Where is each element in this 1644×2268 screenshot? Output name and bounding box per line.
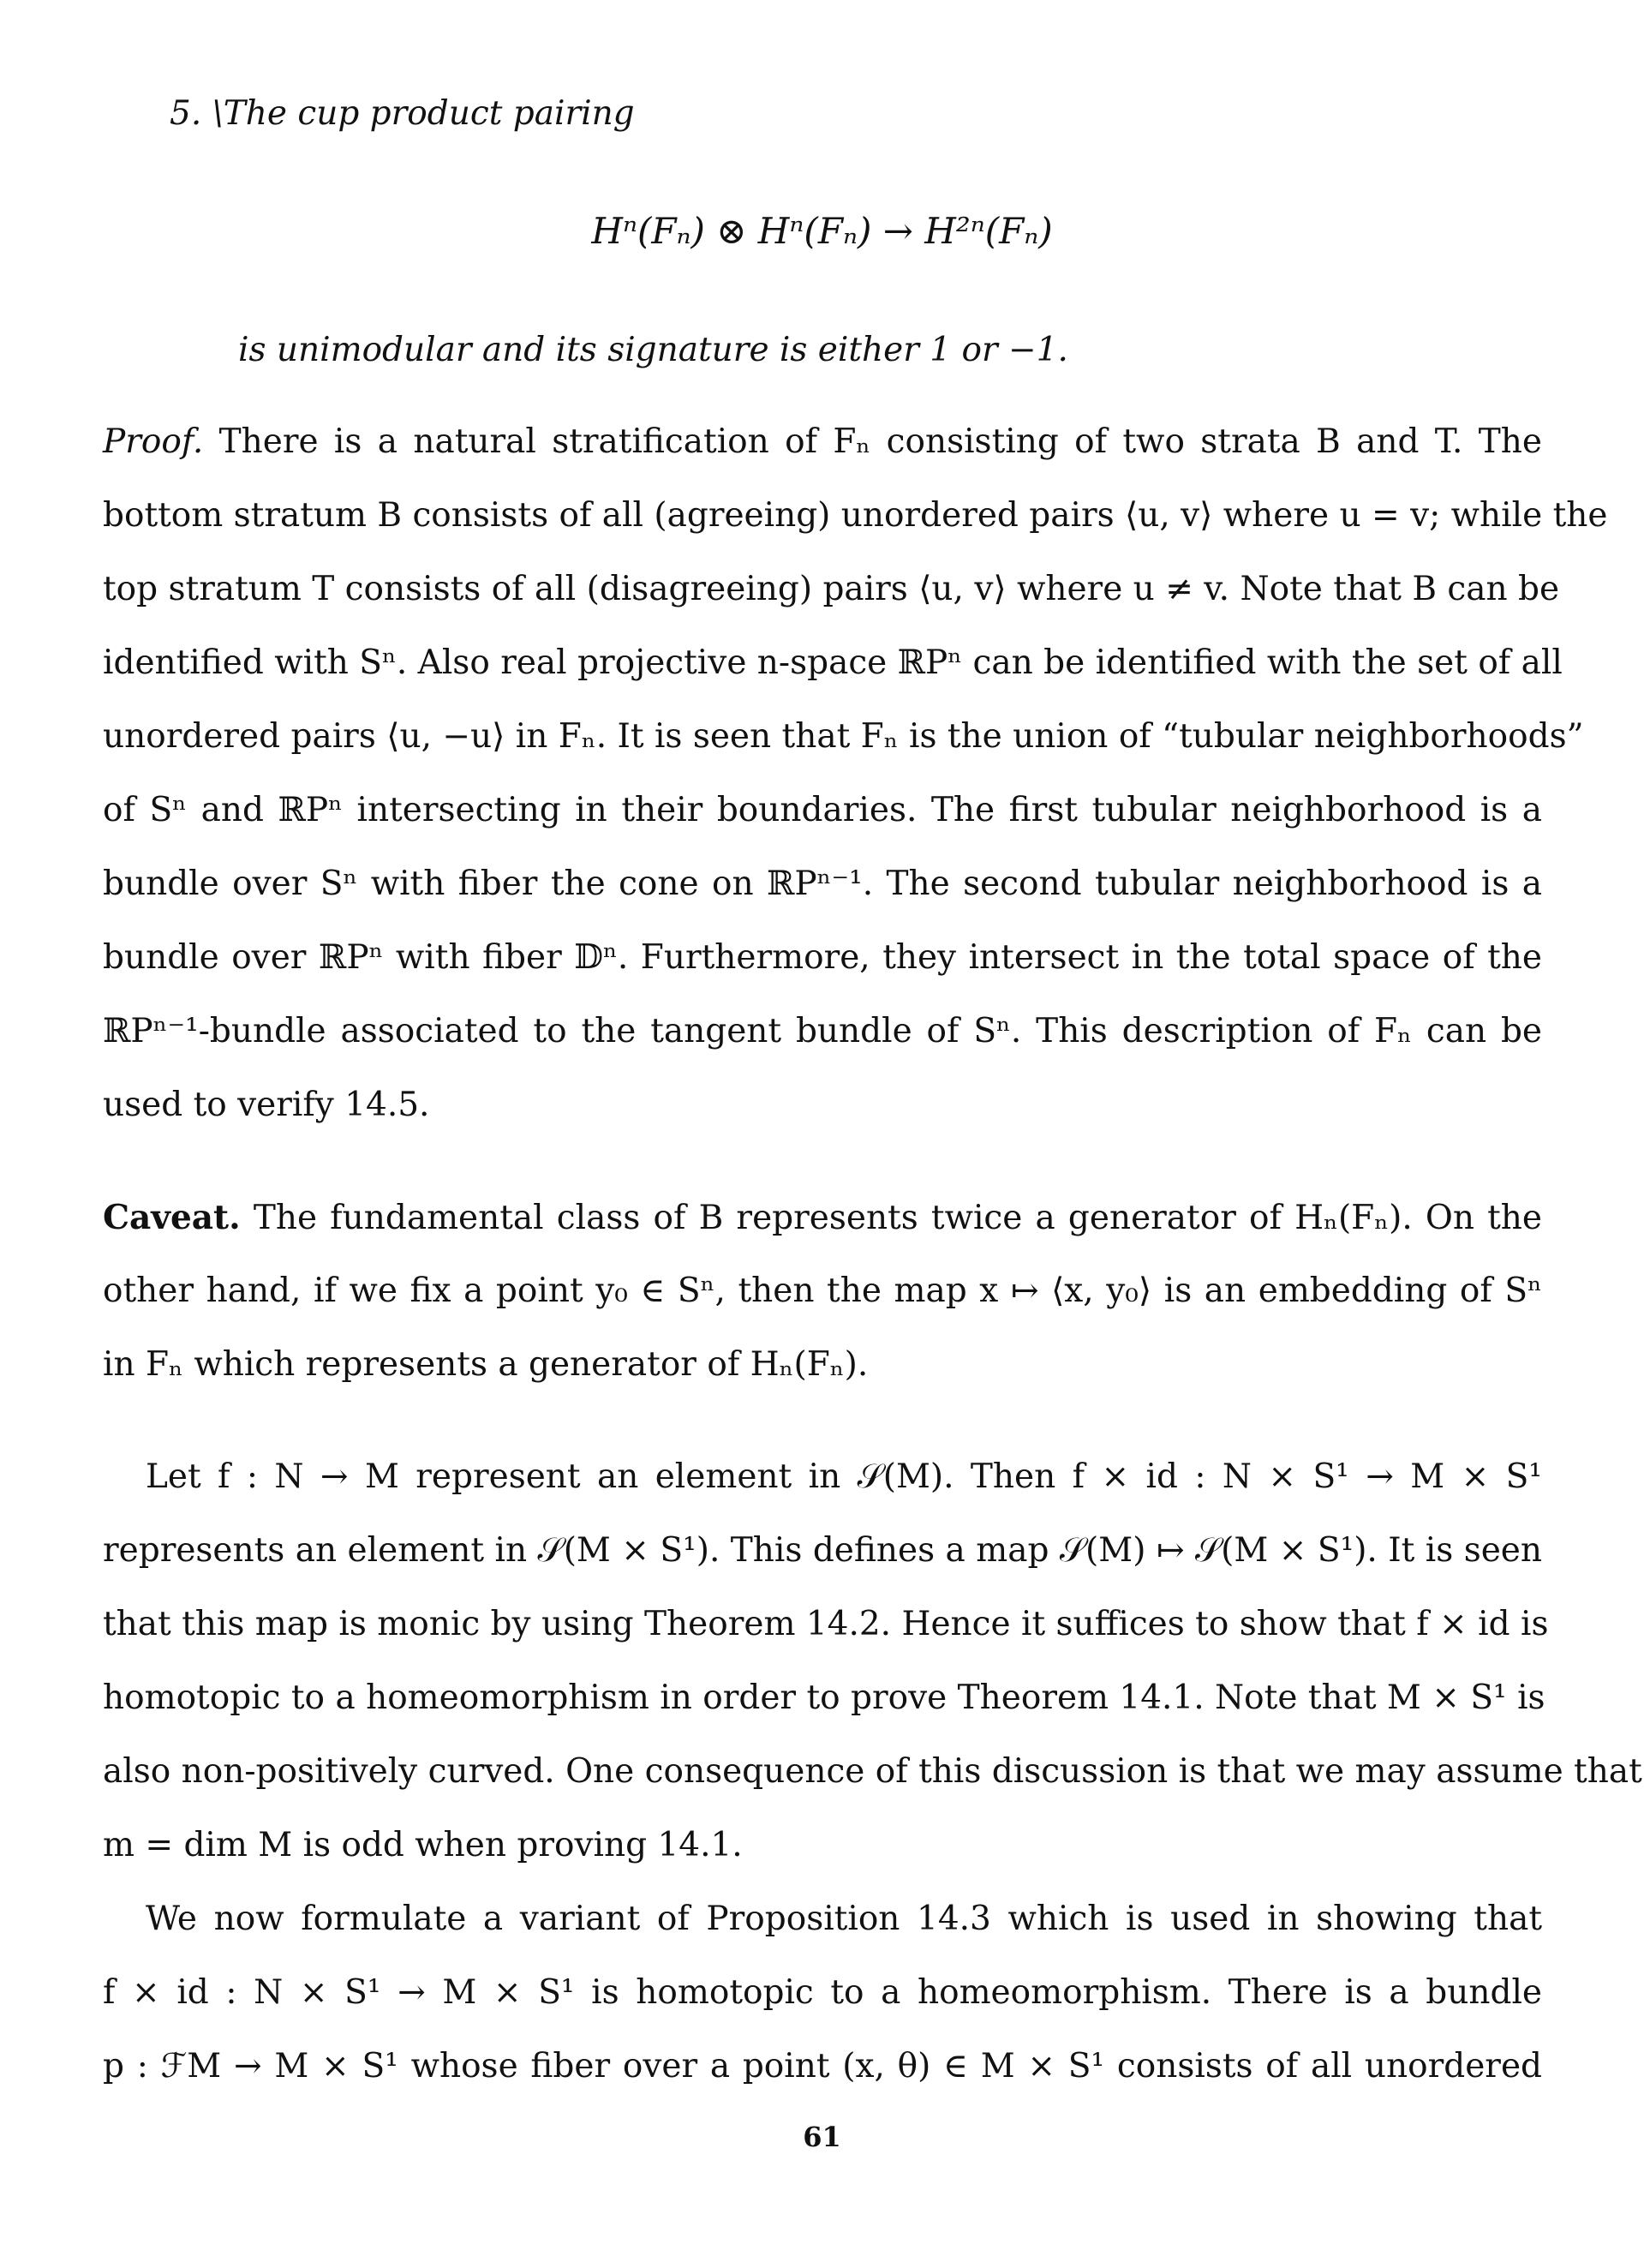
- paragraph1-line: represents an element in 𝒮(M × S¹). This defines a map 𝒮(M) ↦ 𝒮(M × S¹). It is seen: [103, 1531, 1542, 1570]
- proof-line-1: [103, 420, 1542, 464]
- proof-text-line: identified with Sⁿ. Also real projective n-space ℝPⁿ can be identified with the set of all: [103, 643, 1563, 682]
- paragraph2-line: f × id : N × S¹ → M × S¹ is homotopic to a homeomorphism. There is a bundle: [103, 1973, 1542, 2012]
- proof-text-line: of Sⁿ and ℝPⁿ intersecting in their boundaries. The first tubular neighborhood is a: [103, 791, 1542, 829]
- proof-text-line: used to verify 14.5.: [103, 1086, 430, 1124]
- caveat-text-line: other hand, if we fix a point y₀ ∈ Sⁿ, then the map x ↦ ⟨x, y₀⟩ is an embedding of Sⁿ: [103, 1272, 1542, 1310]
- paragraph1-line: also non-positively curved. One consequence of this discussion is that we may assume that: [103, 1752, 1642, 1791]
- caveat-label: Caveat.: [103, 1198, 241, 1237]
- caveat-text-line: in Fₙ which represents a generator of Hₙ(Fₙ).: [103, 1345, 869, 1384]
- proof-text-line: bottom stratum B consists of all (agreeing) unordered pairs ⟨u, v⟩ where u = v; while the: [103, 496, 1608, 535]
- paragraph1-line: homotopic to a homeomorphism in order to prove Theorem 14.1. Note that M × S¹ is: [103, 1679, 1545, 1717]
- proof-text-line: bundle over Sⁿ with fiber the cone on ℝPⁿ⁻¹. The second tubular neighborhood is a: [103, 865, 1542, 903]
- display-formula: Hⁿ(Fₙ) ⊗ Hⁿ(Fₙ) → H²ⁿ(Fₙ): [591, 210, 1053, 252]
- statement-intro: 5. \The cup product pairing: [170, 94, 635, 133]
- paragraph2-line: We now formulate a variant of Proposition 14.3 which is used in showing that: [146, 1900, 1542, 1938]
- page-number: 61: [803, 2121, 841, 2153]
- caveat-line-1: [103, 1195, 1542, 1241]
- caveat-text-line: The fundamental class of B represents twice a generator of Hₙ(Fₙ). On the: [253, 1199, 1542, 1237]
- paragraph1-line: m = dim M is odd when proving 14.1.: [103, 1826, 743, 1864]
- statement-conclusion: is unimodular and its signature is either 1 or −1.: [238, 331, 1068, 369]
- proof-text-line: ℝPⁿ⁻¹-bundle associated to the tangent bundle of Sⁿ. This description of Fₙ can be: [103, 1012, 1542, 1050]
- paragraph1-line: that this map is monic by using Theorem 14.2. Hence it suffices to show that f × id is: [103, 1605, 1549, 1643]
- proof-text-line: unordered pairs ⟨u, −u⟩ in Fₙ. It is seen that Fₙ is the union of “tubular neighborhoods”: [103, 717, 1584, 756]
- proof-text-line: bundle over ℝPⁿ with fiber 𝔻ⁿ. Furthermore, they intersect in the total space of the: [103, 938, 1542, 977]
- proof-label: Proof.: [103, 422, 204, 461]
- paragraph1-line: Let f : N → M represent an element in 𝒮(M). Then f × id : N × S¹ → M × S¹: [146, 1457, 1542, 1496]
- paragraph2-line: p : ℱM → M × S¹ whose fiber over a point (x, θ) ∈ M × S¹ consists of all unordered: [103, 2047, 1542, 2085]
- proof-text-line: top stratum T consists of all (disagreeing) pairs ⟨u, v⟩ where u ≠ v. Note that B can be: [103, 570, 1560, 608]
- proof-text-line: There is a natural stratification of Fₙ consisting of two strata B and T. The: [218, 422, 1542, 461]
